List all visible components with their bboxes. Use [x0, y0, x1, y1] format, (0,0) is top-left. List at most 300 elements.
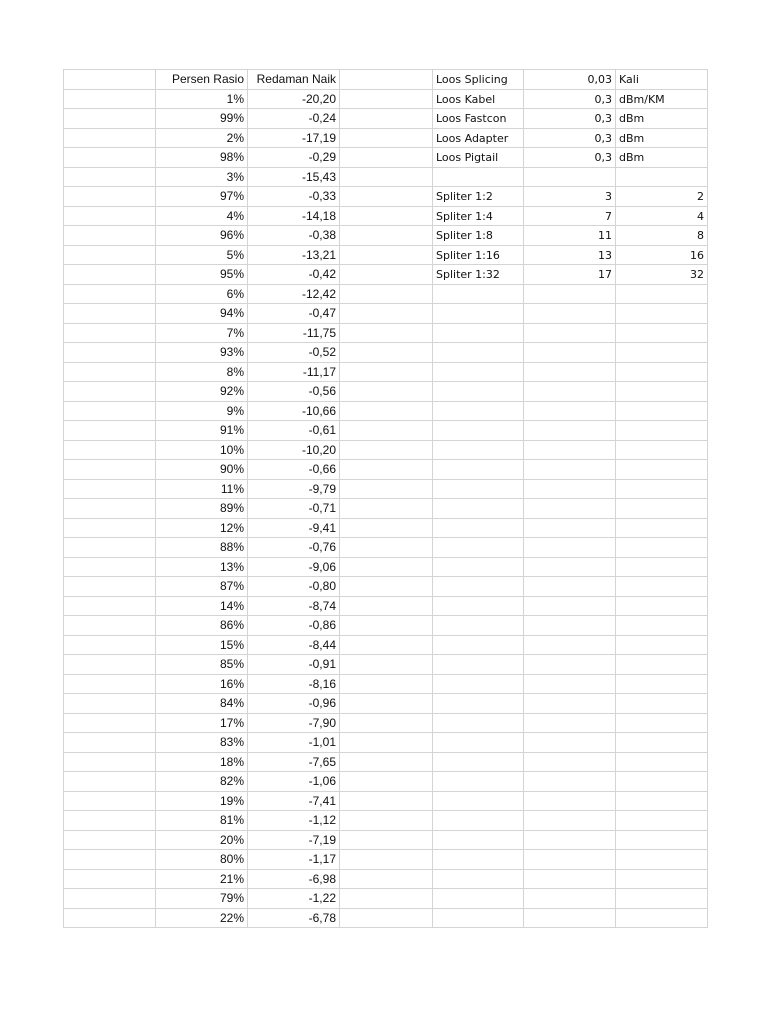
cell-empty[interactable] — [433, 889, 524, 909]
cell-empty[interactable] — [64, 226, 156, 246]
persen-rasio-cell[interactable]: 81% — [156, 811, 248, 831]
cell-empty[interactable] — [433, 499, 524, 519]
cell-empty[interactable] — [340, 753, 433, 773]
cell-empty[interactable] — [524, 733, 616, 753]
loss-unit[interactable]: Kali — [616, 70, 708, 90]
persen-rasio-cell[interactable]: 2% — [156, 129, 248, 149]
cell-empty[interactable] — [616, 441, 708, 461]
cell-empty[interactable] — [524, 694, 616, 714]
cell-empty[interactable] — [616, 382, 708, 402]
cell-empty[interactable] — [64, 889, 156, 909]
cell-empty[interactable] — [64, 246, 156, 266]
persen-rasio-cell[interactable]: 79% — [156, 889, 248, 909]
persen-rasio-cell[interactable]: 9% — [156, 402, 248, 422]
loss-label[interactable]: Loos Kabel — [433, 90, 524, 110]
redaman-naik-cell[interactable]: -0,38 — [248, 226, 340, 246]
cell-empty[interactable] — [64, 382, 156, 402]
loss-label[interactable] — [433, 168, 524, 188]
spliter-label[interactable]: Spliter 1:32 — [433, 265, 524, 285]
cell-empty[interactable] — [340, 831, 433, 851]
cell-empty[interactable] — [524, 811, 616, 831]
persen-rasio-cell[interactable]: 86% — [156, 616, 248, 636]
cell-empty[interactable] — [433, 538, 524, 558]
cell-empty[interactable] — [616, 889, 708, 909]
cell-empty[interactable] — [524, 519, 616, 539]
persen-rasio-cell[interactable]: 19% — [156, 792, 248, 812]
cell-empty[interactable] — [64, 168, 156, 188]
redaman-naik-cell[interactable]: -10,20 — [248, 441, 340, 461]
cell-empty[interactable] — [433, 285, 524, 305]
loss-value[interactable] — [524, 168, 616, 188]
loss-value[interactable]: 0,3 — [524, 90, 616, 110]
cell-empty[interactable] — [524, 909, 616, 929]
cell-empty[interactable] — [340, 343, 433, 363]
cell-empty[interactable] — [340, 129, 433, 149]
cell-empty[interactable] — [524, 285, 616, 305]
cell-empty[interactable] — [64, 480, 156, 500]
spliter-loss-value[interactable]: 7 — [524, 207, 616, 227]
cell-empty[interactable] — [433, 811, 524, 831]
redaman-naik-cell[interactable]: -0,24 — [248, 109, 340, 129]
cell-empty[interactable] — [340, 304, 433, 324]
cell-empty[interactable] — [64, 616, 156, 636]
redaman-naik-cell[interactable]: -17,19 — [248, 129, 340, 149]
loss-value[interactable]: 0,3 — [524, 109, 616, 129]
cell-empty[interactable] — [340, 499, 433, 519]
persen-rasio-cell[interactable]: 17% — [156, 714, 248, 734]
redaman-naik-cell[interactable]: -0,80 — [248, 577, 340, 597]
cell-empty[interactable] — [340, 285, 433, 305]
cell-empty[interactable] — [340, 889, 433, 909]
cell-empty[interactable] — [340, 382, 433, 402]
spliter-ratio-value[interactable]: 32 — [616, 265, 708, 285]
cell-empty[interactable] — [524, 558, 616, 578]
redaman-naik-cell[interactable]: -0,96 — [248, 694, 340, 714]
cell-empty[interactable] — [616, 870, 708, 890]
cell-empty[interactable] — [340, 733, 433, 753]
cell-empty[interactable] — [616, 616, 708, 636]
cell-empty[interactable] — [433, 831, 524, 851]
cell-empty[interactable] — [616, 811, 708, 831]
cell-empty[interactable] — [340, 694, 433, 714]
redaman-naik-cell[interactable]: -0,66 — [248, 460, 340, 480]
persen-rasio-cell[interactable]: 94% — [156, 304, 248, 324]
cell-empty[interactable] — [433, 480, 524, 500]
cell-empty[interactable] — [616, 558, 708, 578]
cell-empty[interactable] — [340, 870, 433, 890]
redaman-naik-cell[interactable]: -10,66 — [248, 402, 340, 422]
cell-empty[interactable] — [524, 636, 616, 656]
header-redaman-naik[interactable]: Redaman Naik — [248, 70, 340, 90]
cell-empty[interactable] — [433, 519, 524, 539]
cell-empty[interactable] — [616, 460, 708, 480]
cell-empty[interactable] — [64, 402, 156, 422]
cell-empty[interactable] — [524, 655, 616, 675]
cell-empty[interactable] — [433, 402, 524, 422]
cell-empty[interactable] — [340, 772, 433, 792]
cell-empty[interactable] — [433, 304, 524, 324]
cell-empty[interactable] — [64, 636, 156, 656]
cell-empty[interactable] — [616, 831, 708, 851]
cell-empty[interactable] — [64, 870, 156, 890]
persen-rasio-cell[interactable]: 90% — [156, 460, 248, 480]
cell-empty[interactable] — [340, 850, 433, 870]
cell-empty[interactable] — [340, 265, 433, 285]
cell-empty[interactable] — [524, 324, 616, 344]
redaman-naik-cell[interactable]: -0,42 — [248, 265, 340, 285]
loss-label[interactable]: Loos Fastcon — [433, 109, 524, 129]
cell-empty[interactable] — [340, 616, 433, 636]
persen-rasio-cell[interactable]: 91% — [156, 421, 248, 441]
loss-unit[interactable]: dBm — [616, 148, 708, 168]
cell-empty[interactable] — [524, 714, 616, 734]
cell-empty[interactable] — [616, 519, 708, 539]
persen-rasio-cell[interactable]: 16% — [156, 675, 248, 695]
redaman-naik-cell[interactable]: -0,61 — [248, 421, 340, 441]
cell-empty[interactable] — [433, 460, 524, 480]
loss-value[interactable]: 0,3 — [524, 129, 616, 149]
spliter-ratio-value[interactable]: 4 — [616, 207, 708, 227]
cell-empty[interactable] — [340, 597, 433, 617]
cell-empty[interactable] — [524, 675, 616, 695]
persen-rasio-cell[interactable]: 85% — [156, 655, 248, 675]
cell-empty[interactable] — [616, 714, 708, 734]
redaman-naik-cell[interactable]: -0,71 — [248, 499, 340, 519]
cell-empty[interactable] — [433, 597, 524, 617]
redaman-naik-cell[interactable]: -7,41 — [248, 792, 340, 812]
cell-empty[interactable] — [64, 187, 156, 207]
redaman-naik-cell[interactable]: -9,41 — [248, 519, 340, 539]
persen-rasio-cell[interactable]: 80% — [156, 850, 248, 870]
cell-empty[interactable] — [433, 363, 524, 383]
loss-unit[interactable]: dBm/KM — [616, 90, 708, 110]
cell-empty[interactable] — [64, 519, 156, 539]
spliter-loss-value[interactable]: 11 — [524, 226, 616, 246]
cell-empty[interactable] — [64, 909, 156, 929]
cell-empty[interactable] — [524, 480, 616, 500]
cell-empty[interactable] — [433, 772, 524, 792]
persen-rasio-cell[interactable]: 11% — [156, 480, 248, 500]
cell-empty[interactable] — [616, 363, 708, 383]
persen-rasio-cell[interactable]: 89% — [156, 499, 248, 519]
cell-empty[interactable] — [340, 577, 433, 597]
persen-rasio-cell[interactable]: 14% — [156, 597, 248, 617]
loss-label[interactable]: Loos Pigtail — [433, 148, 524, 168]
redaman-naik-cell[interactable]: -0,91 — [248, 655, 340, 675]
redaman-naik-cell[interactable]: -12,42 — [248, 285, 340, 305]
cell-empty[interactable] — [616, 480, 708, 500]
cell-empty[interactable] — [433, 558, 524, 578]
persen-rasio-cell[interactable]: 12% — [156, 519, 248, 539]
cell-empty[interactable] — [340, 363, 433, 383]
loss-label[interactable]: Loos Adapter — [433, 129, 524, 149]
persen-rasio-cell[interactable]: 7% — [156, 324, 248, 344]
cell-empty[interactable] — [616, 792, 708, 812]
persen-rasio-cell[interactable]: 82% — [156, 772, 248, 792]
redaman-naik-cell[interactable]: -7,65 — [248, 753, 340, 773]
cell-empty[interactable] — [340, 109, 433, 129]
persen-rasio-cell[interactable]: 83% — [156, 733, 248, 753]
persen-rasio-cell[interactable]: 13% — [156, 558, 248, 578]
persen-rasio-cell[interactable]: 99% — [156, 109, 248, 129]
cell-empty[interactable] — [433, 441, 524, 461]
cell-empty[interactable] — [616, 772, 708, 792]
cell-empty[interactable] — [524, 441, 616, 461]
cell-empty[interactable] — [433, 343, 524, 363]
cell-empty[interactable] — [64, 129, 156, 149]
cell-empty[interactable] — [616, 655, 708, 675]
cell-empty[interactable] — [340, 90, 433, 110]
cell-empty[interactable] — [524, 382, 616, 402]
cell-empty[interactable] — [340, 421, 433, 441]
cell-empty[interactable] — [340, 187, 433, 207]
cell-empty[interactable] — [524, 772, 616, 792]
redaman-naik-cell[interactable]: -15,43 — [248, 168, 340, 188]
cell-empty[interactable] — [433, 792, 524, 812]
cell-empty[interactable] — [64, 831, 156, 851]
cell-empty[interactable] — [340, 70, 433, 90]
cell-empty[interactable] — [64, 655, 156, 675]
cell-empty[interactable] — [616, 675, 708, 695]
cell-empty[interactable] — [64, 90, 156, 110]
spliter-ratio-value[interactable]: 16 — [616, 246, 708, 266]
cell-empty[interactable] — [524, 460, 616, 480]
cell-empty[interactable] — [64, 811, 156, 831]
cell-empty[interactable] — [64, 304, 156, 324]
cell-empty[interactable] — [433, 909, 524, 929]
cell-empty[interactable] — [64, 460, 156, 480]
cell-empty[interactable] — [64, 265, 156, 285]
redaman-naik-cell[interactable]: -1,06 — [248, 772, 340, 792]
cell-empty[interactable] — [64, 70, 156, 90]
cell-empty[interactable] — [64, 577, 156, 597]
cell-empty[interactable] — [64, 694, 156, 714]
cell-empty[interactable] — [64, 421, 156, 441]
loss-value[interactable]: 0,03 — [524, 70, 616, 90]
cell-empty[interactable] — [433, 421, 524, 441]
cell-empty[interactable] — [524, 792, 616, 812]
redaman-naik-cell[interactable]: -0,76 — [248, 538, 340, 558]
redaman-naik-cell[interactable]: -1,01 — [248, 733, 340, 753]
cell-empty[interactable] — [64, 285, 156, 305]
redaman-naik-cell[interactable]: -1,22 — [248, 889, 340, 909]
cell-empty[interactable] — [616, 636, 708, 656]
cell-empty[interactable] — [524, 538, 616, 558]
spliter-label[interactable]: Spliter 1:4 — [433, 207, 524, 227]
cell-empty[interactable] — [64, 597, 156, 617]
cell-empty[interactable] — [64, 499, 156, 519]
redaman-naik-cell[interactable]: -0,52 — [248, 343, 340, 363]
cell-empty[interactable] — [524, 499, 616, 519]
persen-rasio-cell[interactable]: 5% — [156, 246, 248, 266]
persen-rasio-cell[interactable]: 8% — [156, 363, 248, 383]
cell-empty[interactable] — [340, 675, 433, 695]
cell-empty[interactable] — [340, 519, 433, 539]
cell-empty[interactable] — [64, 343, 156, 363]
cell-empty[interactable] — [616, 499, 708, 519]
cell-empty[interactable] — [616, 285, 708, 305]
cell-empty[interactable] — [433, 382, 524, 402]
cell-empty[interactable] — [340, 636, 433, 656]
cell-empty[interactable] — [616, 850, 708, 870]
redaman-naik-cell[interactable]: -8,74 — [248, 597, 340, 617]
cell-empty[interactable] — [524, 402, 616, 422]
persen-rasio-cell[interactable]: 95% — [156, 265, 248, 285]
redaman-naik-cell[interactable]: -9,79 — [248, 480, 340, 500]
persen-rasio-cell[interactable]: 98% — [156, 148, 248, 168]
spliter-loss-value[interactable]: 17 — [524, 265, 616, 285]
redaman-naik-cell[interactable]: -6,98 — [248, 870, 340, 890]
persen-rasio-cell[interactable]: 3% — [156, 168, 248, 188]
cell-empty[interactable] — [64, 850, 156, 870]
loss-label[interactable]: Loos Splicing — [433, 70, 524, 90]
cell-empty[interactable] — [433, 636, 524, 656]
redaman-naik-cell[interactable]: -0,33 — [248, 187, 340, 207]
cell-empty[interactable] — [524, 597, 616, 617]
cell-empty[interactable] — [64, 207, 156, 227]
cell-empty[interactable] — [433, 675, 524, 695]
cell-empty[interactable] — [616, 597, 708, 617]
cell-empty[interactable] — [616, 538, 708, 558]
cell-empty[interactable] — [433, 616, 524, 636]
redaman-naik-cell[interactable]: -9,06 — [248, 558, 340, 578]
cell-empty[interactable] — [616, 402, 708, 422]
persen-rasio-cell[interactable]: 87% — [156, 577, 248, 597]
cell-empty[interactable] — [64, 441, 156, 461]
persen-rasio-cell[interactable]: 4% — [156, 207, 248, 227]
cell-empty[interactable] — [433, 324, 524, 344]
cell-empty[interactable] — [616, 909, 708, 929]
cell-empty[interactable] — [433, 733, 524, 753]
cell-empty[interactable] — [64, 148, 156, 168]
redaman-naik-cell[interactable]: -0,86 — [248, 616, 340, 636]
redaman-naik-cell[interactable]: -14,18 — [248, 207, 340, 227]
spliter-label[interactable]: Spliter 1:16 — [433, 246, 524, 266]
redaman-naik-cell[interactable]: -11,75 — [248, 324, 340, 344]
persen-rasio-cell[interactable]: 22% — [156, 909, 248, 929]
spliter-ratio-value[interactable]: 2 — [616, 187, 708, 207]
cell-empty[interactable] — [340, 558, 433, 578]
cell-empty[interactable] — [340, 655, 433, 675]
cell-empty[interactable] — [340, 168, 433, 188]
spliter-label[interactable]: Spliter 1:8 — [433, 226, 524, 246]
cell-empty[interactable] — [524, 870, 616, 890]
persen-rasio-cell[interactable]: 21% — [156, 870, 248, 890]
spliter-ratio-value[interactable]: 8 — [616, 226, 708, 246]
redaman-naik-cell[interactable]: -20,20 — [248, 90, 340, 110]
redaman-naik-cell[interactable]: -0,56 — [248, 382, 340, 402]
cell-empty[interactable] — [340, 402, 433, 422]
cell-empty[interactable] — [524, 831, 616, 851]
cell-empty[interactable] — [433, 714, 524, 734]
cell-empty[interactable] — [616, 343, 708, 363]
persen-rasio-cell[interactable]: 20% — [156, 831, 248, 851]
redaman-naik-cell[interactable]: -11,17 — [248, 363, 340, 383]
redaman-naik-cell[interactable]: -1,17 — [248, 850, 340, 870]
cell-empty[interactable] — [616, 324, 708, 344]
cell-empty[interactable] — [433, 753, 524, 773]
redaman-naik-cell[interactable]: -13,21 — [248, 246, 340, 266]
cell-empty[interactable] — [64, 538, 156, 558]
redaman-naik-cell[interactable]: -7,19 — [248, 831, 340, 851]
cell-empty[interactable] — [340, 909, 433, 929]
spliter-loss-value[interactable]: 13 — [524, 246, 616, 266]
cell-empty[interactable] — [340, 538, 433, 558]
cell-empty[interactable] — [433, 694, 524, 714]
persen-rasio-cell[interactable]: 6% — [156, 285, 248, 305]
redaman-naik-cell[interactable]: -7,90 — [248, 714, 340, 734]
redaman-naik-cell[interactable]: -8,16 — [248, 675, 340, 695]
cell-empty[interactable] — [524, 889, 616, 909]
cell-empty[interactable] — [340, 226, 433, 246]
cell-empty[interactable] — [616, 694, 708, 714]
spliter-loss-value[interactable]: 3 — [524, 187, 616, 207]
persen-rasio-cell[interactable]: 10% — [156, 441, 248, 461]
cell-empty[interactable] — [433, 850, 524, 870]
cell-empty[interactable] — [524, 753, 616, 773]
cell-empty[interactable] — [340, 480, 433, 500]
cell-empty[interactable] — [340, 714, 433, 734]
header-persen-rasio[interactable]: Persen Rasio — [156, 70, 248, 90]
persen-rasio-cell[interactable]: 15% — [156, 636, 248, 656]
cell-empty[interactable] — [64, 675, 156, 695]
cell-empty[interactable] — [616, 753, 708, 773]
redaman-naik-cell[interactable]: -0,29 — [248, 148, 340, 168]
persen-rasio-cell[interactable]: 96% — [156, 226, 248, 246]
cell-empty[interactable] — [64, 714, 156, 734]
cell-empty[interactable] — [616, 304, 708, 324]
cell-empty[interactable] — [433, 655, 524, 675]
cell-empty[interactable] — [340, 148, 433, 168]
cell-empty[interactable] — [340, 441, 433, 461]
cell-empty[interactable] — [64, 792, 156, 812]
cell-empty[interactable] — [64, 109, 156, 129]
persen-rasio-cell[interactable]: 97% — [156, 187, 248, 207]
cell-empty[interactable] — [340, 460, 433, 480]
persen-rasio-cell[interactable]: 18% — [156, 753, 248, 773]
cell-empty[interactable] — [64, 753, 156, 773]
persen-rasio-cell[interactable]: 92% — [156, 382, 248, 402]
loss-unit[interactable]: dBm — [616, 109, 708, 129]
persen-rasio-cell[interactable]: 93% — [156, 343, 248, 363]
cell-empty[interactable] — [524, 850, 616, 870]
cell-empty[interactable] — [433, 870, 524, 890]
cell-empty[interactable] — [64, 558, 156, 578]
cell-empty[interactable] — [64, 363, 156, 383]
loss-unit[interactable] — [616, 168, 708, 188]
persen-rasio-cell[interactable]: 84% — [156, 694, 248, 714]
redaman-naik-cell[interactable]: -1,12 — [248, 811, 340, 831]
persen-rasio-cell[interactable]: 1% — [156, 90, 248, 110]
cell-empty[interactable] — [616, 421, 708, 441]
cell-empty[interactable] — [64, 324, 156, 344]
cell-empty[interactable] — [524, 343, 616, 363]
loss-value[interactable]: 0,3 — [524, 148, 616, 168]
cell-empty[interactable] — [64, 772, 156, 792]
cell-empty[interactable] — [616, 733, 708, 753]
cell-empty[interactable] — [524, 304, 616, 324]
cell-empty[interactable] — [340, 792, 433, 812]
cell-empty[interactable] — [524, 363, 616, 383]
cell-empty[interactable] — [340, 207, 433, 227]
redaman-naik-cell[interactable]: -8,44 — [248, 636, 340, 656]
spliter-label[interactable]: Spliter 1:2 — [433, 187, 524, 207]
redaman-naik-cell[interactable]: -0,47 — [248, 304, 340, 324]
cell-empty[interactable] — [340, 246, 433, 266]
loss-unit[interactable]: dBm — [616, 129, 708, 149]
cell-empty[interactable] — [340, 811, 433, 831]
cell-empty[interactable] — [340, 324, 433, 344]
